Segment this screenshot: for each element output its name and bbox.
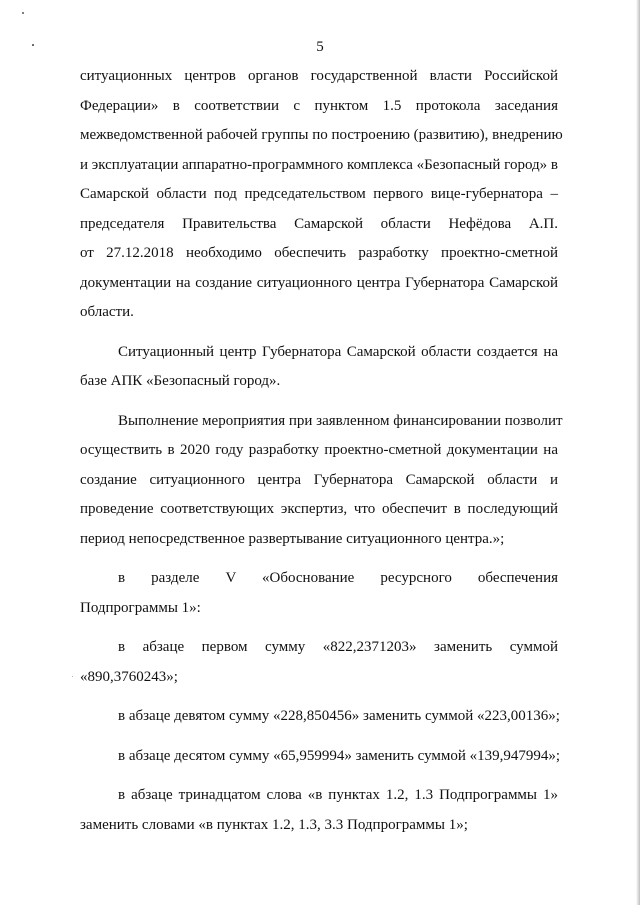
paragraph — [80, 781, 558, 840]
text-line: базе АПК «Безопасный город». — [80, 373, 281, 389]
page-number: 5 — [316, 39, 324, 55]
text-line: от 27.12.2018 необходимо обеспечить разработку проектно-сметной — [80, 245, 558, 261]
scan-speck — [22, 12, 24, 14]
text-line: и эксплуатации аппаратно-программного комплекса «Безопасный город» в — [80, 156, 558, 173]
text-line: Ситуационный центр Губернатора Самарской области создается на — [118, 343, 558, 360]
paragraph — [80, 407, 563, 555]
text-line: в абзаце тринадцатом слова «в пунктах 1.2, 1.3 Подпрограммы 1» — [118, 787, 558, 803]
text-line: документации на создание ситуационного центра Губернатора Самарской — [80, 274, 558, 291]
text-line: в абзаце первом сумму «822,2371203» заменить суммой — [118, 639, 558, 655]
scan-edge-shadow — [636, 0, 640, 905]
text-line: проведение соответствующих экспертиз, что обеспечит в последующий — [80, 501, 558, 517]
text-line: в абзаце десятом сумму «65,959994» заменить суммой «139,947994»; — [118, 747, 561, 764]
text-line: ситуационных центров органов государственной власти Российской — [80, 68, 558, 84]
text-line: в разделе V «Обоснование ресурсного обеспечения — [118, 570, 558, 586]
scan-speck — [72, 676, 73, 677]
text-line: области. — [80, 304, 134, 320]
text-line: в абзаце девятом сумму «228,850456» заменить суммой «223,00136»; — [118, 708, 560, 724]
text-line: председателя Правительства Самарской области Нефёдова А.П. — [80, 215, 558, 232]
text-line: создание ситуационного центра Губернатора Самарской области и — [80, 471, 558, 488]
text-line: Самарской области под председательством первого вице-губернатора – — [80, 186, 558, 202]
text-line: период непосредственное развертывание ситуационного центра.»; — [80, 530, 505, 547]
paragraph — [80, 702, 558, 732]
document-body — [80, 62, 563, 840]
text-line: Федерации» в соответствии с пунктом 1.5 протокола заседания — [80, 97, 558, 114]
text-line: осуществить в 2020 году разработку проектно-сметной документации на — [80, 442, 558, 458]
text-line: заменить словами «в пунктах 1.2, 1.3, 3.3 Подпрограммы 1»; — [80, 816, 468, 833]
text-line: Подпрограммы 1»: — [80, 599, 201, 616]
paragraph-continuation — [80, 62, 563, 328]
paragraph — [80, 742, 561, 772]
text-line: межведомственной рабочей группы по построению (развитию), внедрению — [80, 127, 563, 143]
paragraph — [80, 633, 558, 692]
paragraph — [80, 564, 558, 623]
text-line: «890,3760243»; — [80, 668, 178, 685]
text-line: Выполнение мероприятия при заявленном финансировании позволит — [118, 412, 563, 429]
paragraph — [80, 338, 558, 397]
